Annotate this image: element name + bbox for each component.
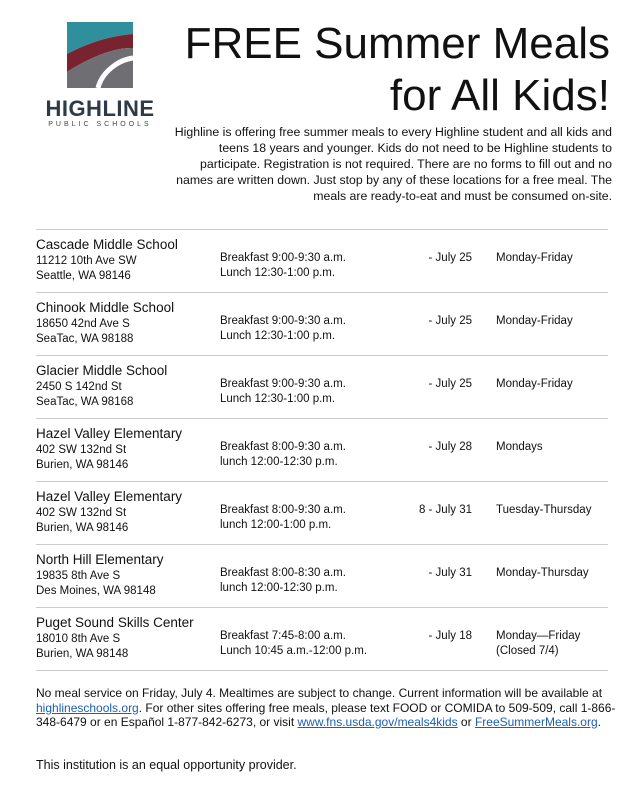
site-address-city: SeaTac, WA 98188	[36, 333, 134, 345]
service-days: Monday-Friday	[496, 378, 573, 390]
title-line-1: FREE Summer Meals	[184, 19, 610, 68]
footer-notice	[36, 686, 616, 730]
site-address-city: Burien, WA 98146	[36, 459, 129, 471]
table-row	[36, 482, 608, 545]
site-address-city: Des Moines, WA 98148	[36, 585, 156, 597]
service-dates: - July 25	[428, 315, 472, 327]
site-name: Puget Sound Skills Center	[36, 615, 194, 630]
service-dates: - July 18	[428, 630, 472, 642]
site-address-street: 11212 10th Ave SW	[36, 255, 137, 267]
lunch-time: lunch 12:00-1:00 p.m.	[220, 519, 332, 531]
lunch-time: lunch 12:00-12:30 p.m.	[220, 456, 338, 468]
free-summer-meals-link[interactable]: FreeSummerMeals.org	[474, 715, 598, 729]
service-dates: - July 28	[428, 441, 472, 453]
service-days-note: (Closed 7/4)	[496, 645, 559, 657]
highlineschools-link[interactable]: highlineschools.org	[36, 700, 139, 715]
breakfast-time: Breakfast 7:45-8:00 a.m.	[220, 630, 346, 642]
lunch-time: Lunch 12:30-1:00 p.m.	[220, 393, 336, 405]
breakfast-time: Breakfast 8:00-8:30 a.m.	[220, 567, 346, 579]
site-name: Glacier Middle School	[36, 363, 168, 378]
service-days: Mondays	[496, 441, 543, 453]
site-address-street: 19835 8th Ave S	[36, 570, 121, 582]
table-row	[36, 356, 608, 419]
logo-name: HIGHLINE	[45, 96, 155, 121]
lunch-time: Lunch 12:30-1:00 p.m.	[220, 330, 336, 342]
equal-opportunity-statement: This institution is an equal opportunity provider.	[36, 758, 297, 772]
footer-text-1: No meal service on Friday, July 4. Mealtimes are subject to change. Current information will be available at	[36, 686, 603, 700]
usda-meals-link[interactable]: www.fns.usda.gov/meals4kids	[297, 715, 458, 729]
table-row	[36, 230, 608, 293]
highline-logo-mark-icon	[40, 20, 160, 90]
site-address-city: Seattle, WA 98146	[36, 270, 131, 282]
site-address-city: Burien, WA 98148	[36, 648, 129, 660]
site-name: Cascade Middle School	[36, 237, 178, 252]
table-row	[36, 293, 608, 356]
lunch-time: lunch 12:00-12:30 p.m.	[220, 582, 338, 594]
intro-paragraph: Highline is offering free summer meals to every Highline student and all kids and teens 18 years and younger. Kids do not need to be Highline students to participate. Registration is not required. There are no forms to fill out and no names are written down. Just stop by any of these locations for a free meal. The meals are ready-to-eat and must be consumed on-site.	[174, 125, 612, 203]
logo-subtitle: PUBLIC SCHOOLS	[48, 121, 152, 128]
footer-text-4: .	[597, 715, 601, 729]
breakfast-time: Breakfast 9:00-9:30 a.m.	[220, 378, 346, 390]
site-name: North Hill Elementary	[36, 552, 164, 567]
service-days: Tuesday-Thursday	[496, 504, 592, 516]
table-row	[36, 545, 608, 608]
site-address-street: 402 SW 132nd St	[36, 507, 127, 519]
service-days: Monday-Friday	[496, 252, 573, 264]
table-row	[36, 608, 608, 671]
breakfast-time: Breakfast 8:00-9:30 a.m.	[220, 504, 346, 516]
highline-logo	[40, 20, 160, 128]
site-address-street: 402 SW 132nd St	[36, 444, 127, 456]
breakfast-time: Breakfast 9:00-9:30 a.m.	[220, 252, 346, 264]
footer-text-3: or	[457, 715, 475, 729]
site-name: Hazel Valley Elementary	[36, 426, 183, 441]
table-row	[36, 419, 608, 482]
service-dates: 8 - July 31	[418, 504, 472, 516]
site-address-city: Burien, WA 98146	[36, 522, 129, 534]
service-days: Monday-Friday	[496, 315, 573, 327]
site-name: Hazel Valley Elementary	[36, 489, 183, 504]
site-address-street: 2450 S 142nd St	[36, 381, 122, 393]
breakfast-time: Breakfast 8:00-9:30 a.m.	[220, 441, 346, 453]
breakfast-time: Breakfast 9:00-9:30 a.m.	[220, 315, 346, 327]
footer-text-2: . For other sites offering free meals, please text FOOD or COMIDA to 509-509, call 1-866-348-6479 or en Español 1-877-842-6273, or visit	[36, 700, 616, 729]
meal-sites-table	[36, 229, 608, 671]
lunch-time: Lunch 10:45 a.m.-12:00 p.m.	[220, 645, 368, 657]
page-title	[170, 18, 610, 122]
site-address-city: SeaTac, WA 98168	[36, 396, 134, 408]
service-dates: - July 25	[428, 378, 472, 390]
site-address-street: 18010 8th Ave S	[36, 633, 121, 645]
service-dates: - July 25	[428, 252, 472, 264]
site-address-street: 18650 42nd Ave S	[36, 318, 130, 330]
title-line-2: for All Kids!	[389, 71, 610, 120]
service-days: Monday-Thursday	[496, 567, 589, 579]
site-name: Chinook Middle School	[36, 300, 175, 315]
service-days: Monday—Friday	[496, 630, 581, 642]
lunch-time: Lunch 12:30-1:00 p.m.	[220, 267, 336, 279]
service-dates: - July 31	[428, 567, 472, 579]
